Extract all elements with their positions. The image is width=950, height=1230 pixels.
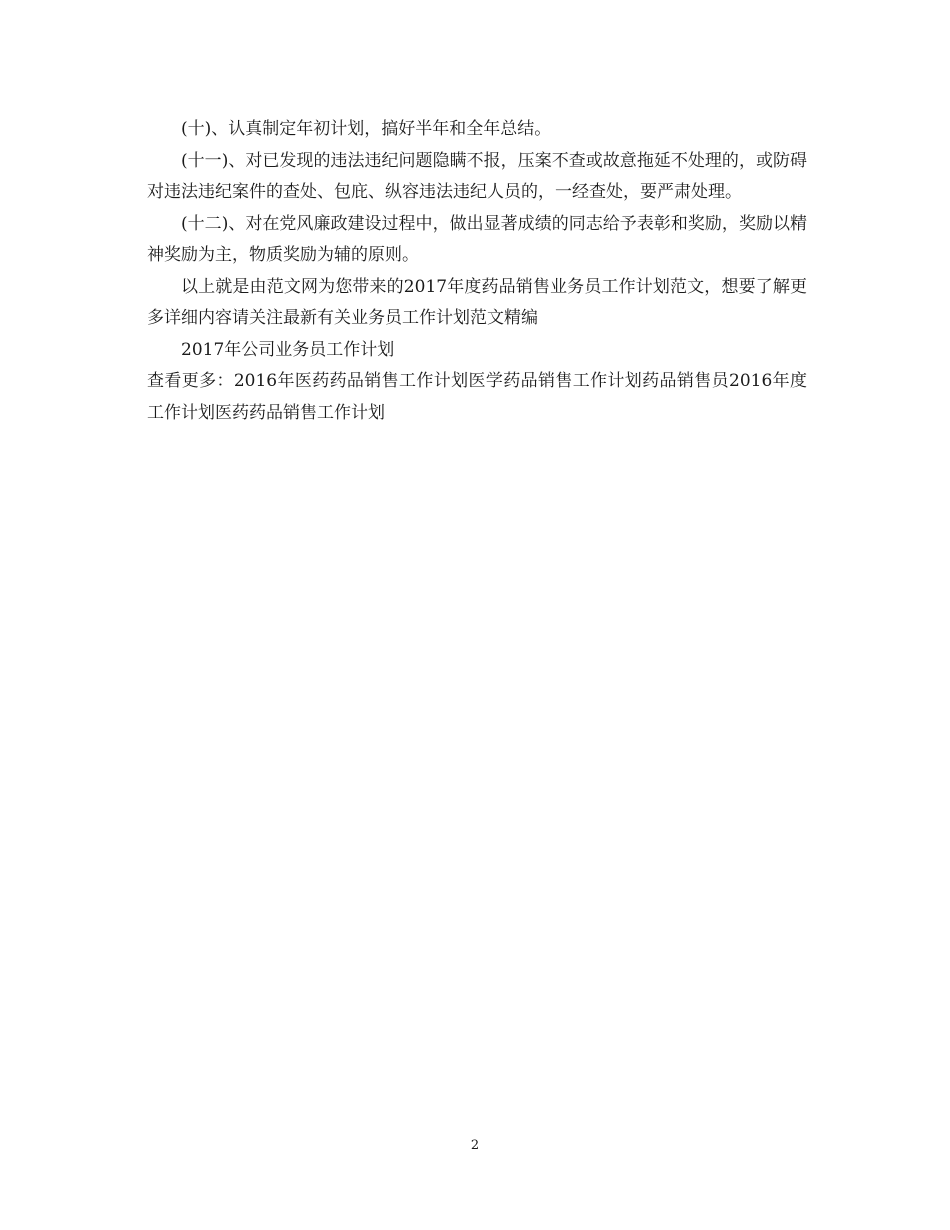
closing-paragraph: 以上就是由范文网为您带来的2017年度药品销售业务员工作计划范文，想要了解更多详细内容请关注最新有关业务员工作计划范文精编	[147, 276, 807, 328]
paragraph-item-12: (十二)、对在党风廉政建设过程中，做出显著成绩的同志给予表彰和奖励，奖励以精神奖励为主，物质奖励为辅的原则。	[147, 213, 807, 265]
related-article-title: 2017年公司业务员工作计划	[181, 339, 395, 360]
paragraph-item-11: (十一)、对已发现的违法违纪问题隐瞒不报，压案不查或故意拖延不处理的，或防碍对违法违纪案件的查处、包庇、纵容违法违纪人员的，一经查处，要严肃处理。	[147, 150, 807, 202]
page-number: 2	[470, 1138, 480, 1153]
see-more-links: 查看更多：2016年医药药品销售工作计划医学药品销售工作计划药品销售员2016年度工作计划医药药品销售工作计划	[147, 371, 807, 423]
paragraph-item-10: (十)、认真制定年初计划，搞好半年和全年总结。	[181, 119, 552, 139]
document-body	[147, 114, 807, 429]
